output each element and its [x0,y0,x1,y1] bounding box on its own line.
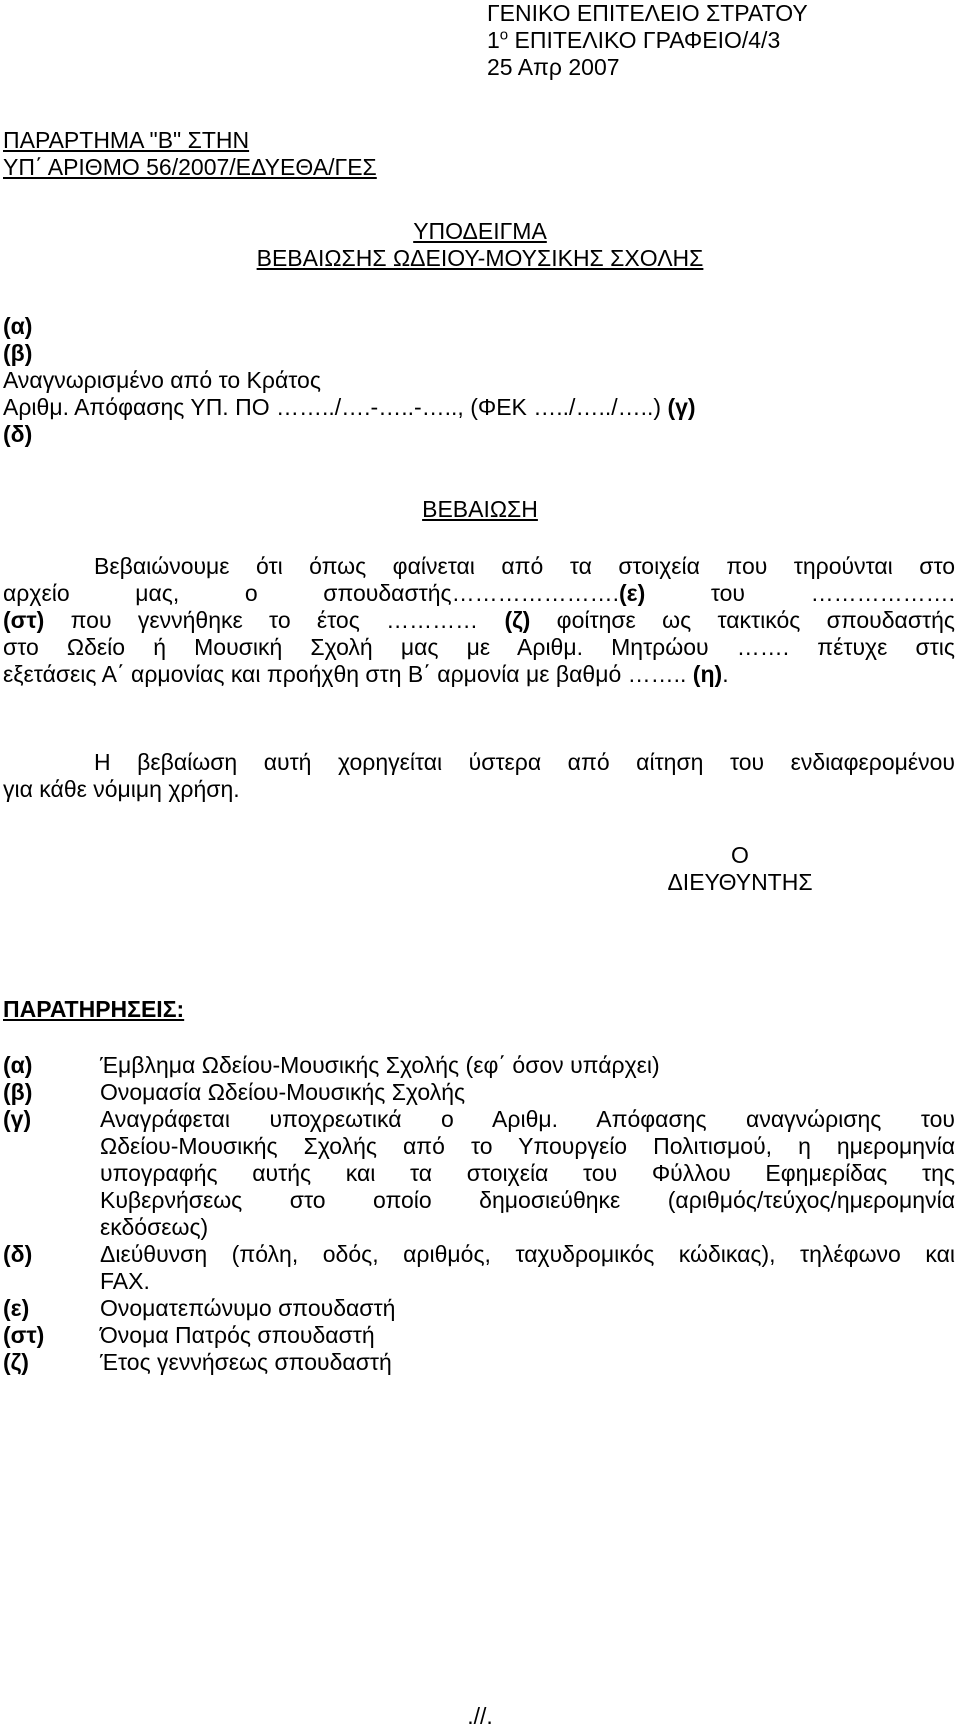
certificate-title: ΒΕΒΑΙΩΣΗ [422,496,538,522]
remark-z [3,1349,955,1376]
decision-text: Αριθμ. Απόφασης ΥΠ. ΠΟ ……../….-…..-….., (ΦΕΚ …../…../…..) [3,394,662,420]
header-office-name: ΕΠΙΤΕΛΙΚΟ ΓΡΑΦΕΙΟ/4/3 [508,27,781,53]
remark-a [3,1052,955,1079]
annex-reference [3,127,377,181]
signature-block [600,842,880,896]
placeholder-b: (β) [3,340,33,366]
placeholder-e: (ε) [619,580,646,606]
placeholder-d: (δ) [3,421,33,447]
header-office [487,27,808,54]
remark-label: (α) [3,1052,33,1078]
document-header [487,0,808,81]
attended-text: φοίτησε ως τακτικός σπουδαστής [530,607,955,633]
remark-text: Έτος γεννήσεως σπουδαστή [100,1349,392,1375]
remarks-title: ΠΑΡΑΤΗΡΗΣΕΙΣ: [3,996,185,1022]
remark-c-line-5: εκδόσεως) [100,1214,209,1240]
signature-article: Ο [731,842,749,868]
remark-text [100,1106,955,1241]
model-title [0,218,960,272]
certificate-line-4: στο Ωδείο ή Μουσική Σχολή μας με Αριθμ. Μητρώου ……. πέτυχε στις [3,634,955,660]
remarks-list [3,1052,955,1376]
certificate-line-3 [3,607,955,634]
certificate-line-1: Βεβαιώνουμε ότι όπως φαίνεται από τα στοιχεία που τηρούνται στο [94,553,955,579]
grade-blank: εξετάσεις Α΄ αρμονίας και προήχθη στη Β΄ αρμονία με βαθμό …….. [3,661,687,687]
certificate-line-5 [3,661,955,688]
birth-year-blank: που γεννήθηκε το έτος ………… [44,607,505,633]
placeholder-c: (γ) [661,394,696,420]
header-office-number: 1 [487,27,500,53]
usage-note-line-2: για κάθε νόμιμη χρήση. [3,776,240,802]
remark-c-line-4: Κυβερνήσεως στο οποίο δημοσιεύθηκε (αριθμός/τεύχος/ημερομηνία [100,1187,955,1213]
remark-d-line-2: FAX. [100,1268,150,1294]
remark-label: (δ) [3,1241,33,1267]
remark-label: (γ) [3,1106,32,1132]
model-title-line-1: ΥΠΟΔΕΙΓΜΑ [413,218,547,244]
decision-line [3,394,696,421]
header-general-staff: ΓΕΝΙΚΟ ΕΠΙΤΕΛΕΙΟ ΣΤΡΑΤΟΥ [487,0,808,26]
remark-text: Ονομασία Ωδείου-Μουσικής Σχολής [100,1079,466,1105]
certificate-body [3,553,955,688]
remark-st [3,1322,955,1349]
remark-text: Όνομα Πατρός σπουδαστή [100,1322,375,1348]
certificate-end: . [722,661,729,687]
remark-e [3,1295,955,1322]
signature-title: ΔΙΕΥΘΥΝΤΗΣ [667,869,813,895]
father-blank: του ………………. [645,580,955,606]
remark-b [3,1079,955,1106]
remark-d-line-1: Διεύθυνση (πόλη, οδός, αριθμός, ταχυδρομικός κώδικας), τηλέφωνο και [100,1241,955,1267]
remark-label: (ε) [3,1295,30,1321]
remark-label: (ζ) [3,1349,29,1375]
end-mark: .//. [467,1703,493,1729]
placeholder-h: (η) [686,661,723,687]
placeholder-st: (στ) [3,607,45,633]
remark-d [3,1241,955,1295]
placeholder-z: (ζ) [504,607,531,633]
header-office-ordinal: ο [499,26,509,44]
usage-note-line-1: Η βεβαίωση αυτή χορηγείται ύστερα από αίτηση του ενδιαφερομένου [94,749,955,775]
remark-text: Έμβλημα Ωδείου-Μουσικής Σχολής (εφ΄ όσον υπάρχει) [100,1052,660,1078]
model-title-line-2: ΒΕΒΑΙΩΣΗΣ ΩΔΕΙΟΥ-ΜΟΥΣΙΚΗΣ ΣΧΟΛΗΣ [256,245,704,271]
remark-label: (στ) [3,1322,45,1348]
usage-note [3,749,955,803]
remark-label: (β) [3,1079,33,1105]
recognized-text: Αναγνωρισμένο από το Κράτος [3,367,321,393]
remark-c [3,1106,955,1241]
remark-c-line-2: Ωδείου-Μουσικής Σχολής από το Υπουργείο Πολιτισμού, η ημερομηνία [100,1133,955,1159]
remark-c-line-1: Αναγράφεται υποχρεωτικά ο Αριθμ. Απόφασης αναγνώρισης του [100,1106,955,1132]
header-date: 25 Απρ 2007 [487,54,620,80]
remark-text [100,1241,955,1295]
remark-text: Ονοματεπώνυμο σπουδαστή [100,1295,396,1321]
annex-line-2: ΥΠ΄ ΑΡΙΘΜΟ 56/2007/ΕΔΥΕΘΑ/ΓΕΣ [3,154,377,180]
remark-c-line-3: υπογραφής αυτής και τα στοιχεία του Φύλλου Εφημερίδας της [100,1160,955,1186]
student-blank: αρχείο μας, ο σπουδαστής…………………. [3,580,620,606]
annex-line-1: ΠΑΡΑΡΤΗΜΑ "Β" ΣΤΗΝ [3,127,250,153]
certificate-line-2 [3,580,955,607]
placeholder-a: (α) [3,313,33,339]
institution-block [3,313,696,448]
